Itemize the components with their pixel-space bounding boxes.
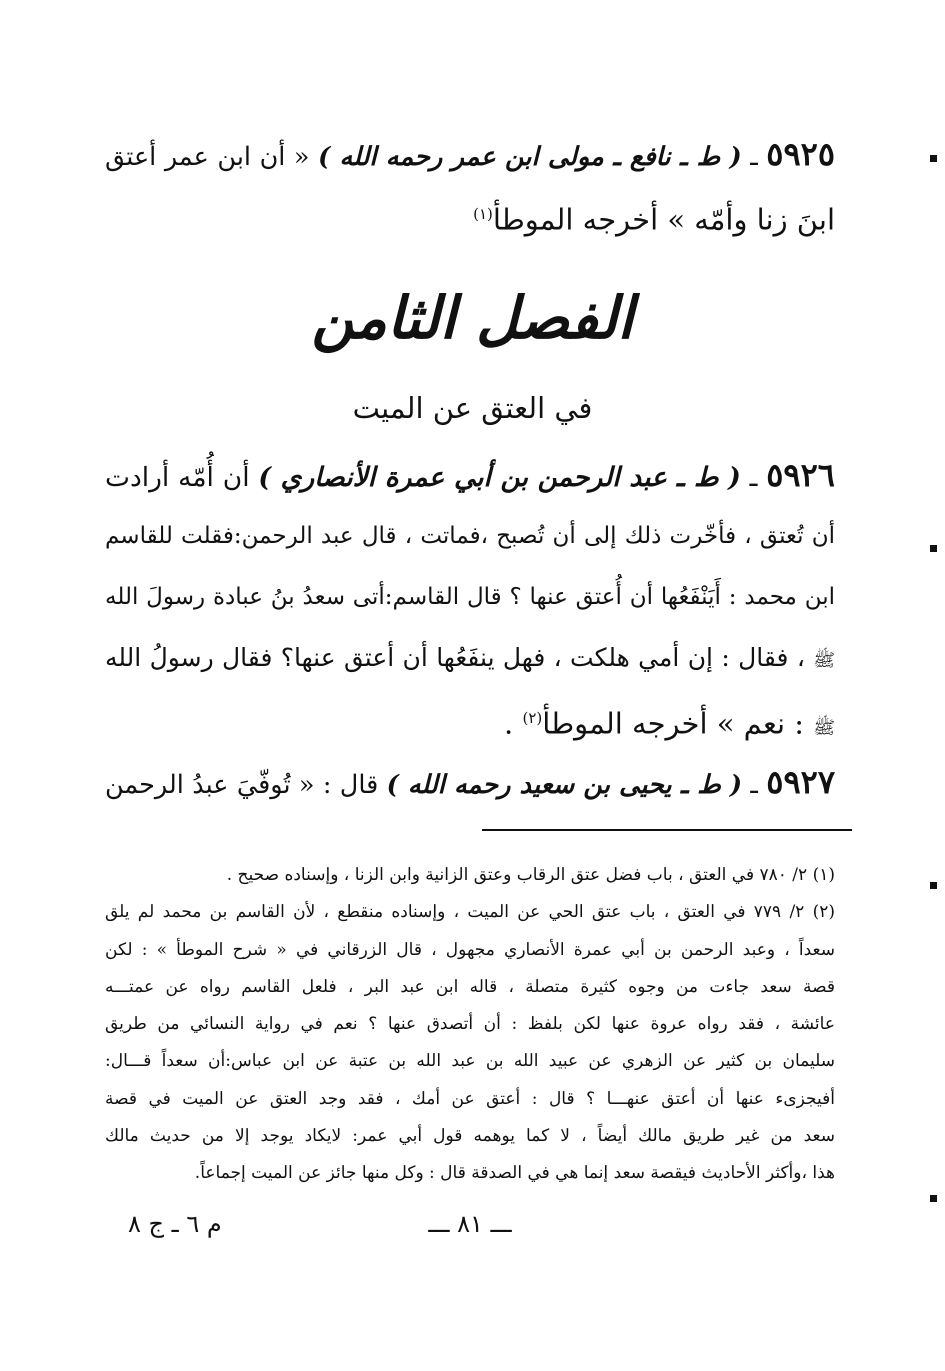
hadith-source: ( ط ـ عبد الرحمن بن أبي عمرة الأنصاري ) <box>258 462 741 493</box>
chapter-subtitle: في العتق عن الميت <box>352 391 593 425</box>
hadith-5927-line-1: ٥٩٢٧ ـ ( ط ـ يحيى بن سعيد رحمه الله ) قال : « تُوفّيَ عبدُ الرحمن <box>105 763 835 801</box>
footnote-2-line: عائشة ، فقد رواه عروة عنها لكن بلفظ : أن أتصدق عنها ؟ نعم في رواية النسائي من طريق <box>105 1014 835 1034</box>
hadith-text: ، فقال : إن أمي هلكت ، فهل ينفَعُها أن أعتق عنها؟ فقال رسولُ الله <box>105 643 805 672</box>
hadith-text: أن أُمّه أرادت <box>105 462 250 493</box>
footnote-ref: (١) <box>473 205 493 223</box>
footnote-2-line: هذا ،وأكثر الأحاديث فيقصة سعد إنما هي في الصدقة قال : وكل منها جائز عن الميت إجماعاً. <box>194 1163 835 1183</box>
hadith-source: ( ط ـ نافع ـ مولى ابن عمر رحمه الله ) <box>318 142 742 172</box>
footnote-1: (١) ٢/ ٧٨٠ في العتق ، باب فضل عتق الرقاب وعتق الزانية وابن الزنا ، وإسناده صحيح . <box>226 865 835 885</box>
footnote-ref: (٢) <box>522 709 543 727</box>
footnote-2-line: (٢) ٢/ ٧٧٩ في العتق ، باب عتق الحي عن الميت ، وإسناده منقطع ، لأن القاسم بن محمد لم يلق <box>105 902 835 922</box>
hadith-text: : نعم » أخرجه الموطأ <box>542 706 805 741</box>
footnote-separator <box>482 829 852 831</box>
hadith-text: قال : « تُوفّيَ عبدُ الرحمن <box>105 770 379 800</box>
hadith-number: ٥٩٢٥ <box>766 135 836 173</box>
chapter-title: الفصل الثامن <box>311 284 634 352</box>
hadith-5926-line-1: ٥٩٢٦ ـ ( ط ـ عبد الرحمن بن أبي عمرة الأنصاري ) أن أُمّه أرادت <box>105 456 835 494</box>
footnote-2-line: سعداً ، وعبد الرحمن بن أبي عمرة الأنصاري مجهول ، قال الزرقاني في « شرح الموطأ » : لكن <box>105 940 835 960</box>
hadith-5926-line-5 <box>105 698 835 749</box>
hadith-source: ( ط ـ يحيى بن سعيد رحمه الله ) <box>386 770 743 800</box>
hadith-text: ابنَ زنا وأمّه » أخرجه الموطأ <box>492 202 835 237</box>
scan-edge-mark <box>930 155 937 162</box>
scan-edge-mark <box>930 545 937 552</box>
scan-edge-mark <box>930 882 937 889</box>
scan-edge-mark <box>930 1195 937 1202</box>
hadith-number: ٥٩٢٦ <box>766 456 835 494</box>
signature-mark: م ٦ ـ ج ٨ <box>128 1210 222 1238</box>
footnote-2-line: سليمان بن كثير عن الزهري عن عبيد الله بن عبد الله بن عتبة عن ابن عباس:أن سعداً قـــال: <box>105 1051 835 1071</box>
hadith-number: ٥٩٢٧ <box>766 763 835 801</box>
page-number: ـــ ٨١ ـــ <box>428 1210 512 1238</box>
salla-glyph: ﷺ <box>813 650 835 671</box>
hadith-5925-line-1: ٥٩٢٥ ـ ( ط ـ نافع ـ مولى ابن عمر رحمه الله ) « أن ابن عمر أعتق <box>105 135 836 173</box>
salla-glyph: ﷺ <box>813 717 835 739</box>
sentence-end: . <box>504 706 514 741</box>
hadith-5926-line-4 <box>105 638 835 681</box>
footnote-2-line: سعد من غير طريق مالك أيضاً ، لا كما يوهمه قول أبي عمر: لايكاد يوجد إلا من حديث مالك <box>105 1126 835 1146</box>
hadith-5926-line-3: ابن محمد : أَيَنْفَعُها أن أُعتق عنها ؟ قال القاسم:أتى سعدُ بنُ عبادة رسولَ الله <box>105 584 835 610</box>
hadith-text: « أن ابن عمر أعتق <box>105 142 310 172</box>
hadith-5926-line-2: أن تُعتق ، فأخّرت ذلك إلى أن تُصبح ،فماتت ، قال عبد الرحمن:فقلت للقاسم <box>105 523 835 549</box>
footnote-2-line: قصة سعد جاءت من وجوه كثيرة متصلة ، قاله ابن عبد البر ، فلعل القاسم رواه عن عمتـــه <box>105 977 835 997</box>
footnote-2-line: أفيجزىء عنها أن أعتق عنهـــا ؟ قال : أعتق عن أمك ، فقد وجد العتق عن الميت في قصة <box>105 1089 835 1109</box>
hadith-5925-line-2 <box>105 194 835 240</box>
